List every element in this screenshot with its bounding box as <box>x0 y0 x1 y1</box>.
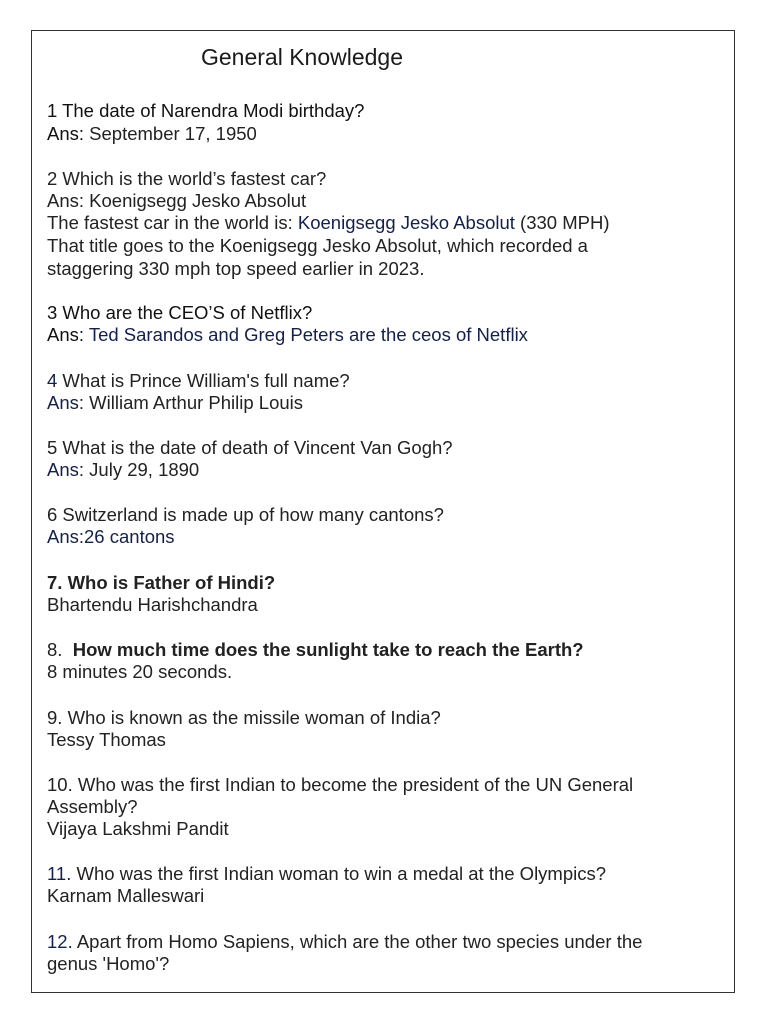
question-text: Apart from Homo Sapiens, which are the other two species under the <box>72 931 643 952</box>
answer-6: Ans:26 cantons <box>47 526 175 547</box>
question-text: Who was the first Indian woman to win a medal at the Olympics? <box>71 863 607 884</box>
answer-3 <box>47 324 528 346</box>
answer-8: 8 minutes 20 seconds. <box>47 661 233 682</box>
answer-2: Ans: Koenigsegg Jesko Absolut <box>47 190 307 211</box>
question-7: 7. Who is Father of Hindi? <box>47 572 276 593</box>
question-2: 2 Which is the world’s fastest car? <box>47 168 327 189</box>
answer-9: Tessy Thomas <box>47 729 166 750</box>
answer-value: : July 29, 1890 <box>78 459 200 480</box>
answer-11: Karnam Malleswari <box>47 885 205 906</box>
question-3: 3 Who are the CEO’S of Netflix? <box>47 302 313 323</box>
answer-2-explanation-line-1: That title goes to the Koenigsegg Jesko Absolut, which recorded a <box>47 235 588 256</box>
question-6: 6 Switzerland is made up of how many cantons? <box>47 504 444 525</box>
answer-value: September 17, 1950 <box>84 123 257 144</box>
answer-2-detail <box>47 212 609 234</box>
answer-4 <box>47 392 303 414</box>
answer-7: Bhartendu Harishchandra <box>47 594 258 615</box>
question-number: 8. <box>47 639 63 660</box>
question-1: 1 The date of Narendra Modi birthday? <box>47 100 365 121</box>
answer-label: Ans: <box>47 123 85 144</box>
question-10-line-1: 10. Who was the first Indian to become the president of the UN General <box>47 774 634 795</box>
answer-label: Ans: <box>47 324 89 345</box>
answer-value: : William Arthur Philip Louis <box>78 392 304 413</box>
page-title: General Knowledge <box>200 44 404 70</box>
question-9: 9. Who is known as the missile woman of India? <box>47 707 441 728</box>
question-number: 11. <box>47 863 72 884</box>
detail-prefix: The fastest car in the world is: <box>47 212 298 233</box>
question-text: How much time does the sunlight take to reach the Earth? <box>72 639 584 660</box>
detail-highlight: Koenigsegg Jesko Absolut <box>297 212 515 233</box>
question-4 <box>47 370 350 392</box>
question-5: 5 What is the date of death of Vincent Van Gogh? <box>47 437 453 458</box>
answer-2-explanation-line-2: staggering 330 mph top speed earlier in 2023. <box>47 258 425 279</box>
answer-label: Ans <box>47 459 79 480</box>
answer-label: Ans <box>47 392 79 413</box>
question-number: 4 <box>47 370 58 391</box>
answer-10: Vijaya Lakshmi Pandit <box>47 818 229 839</box>
question-12-line-1 <box>47 931 642 953</box>
question-11 <box>47 863 606 885</box>
question-10-line-2: Assembly? <box>47 796 138 817</box>
question-8 <box>47 639 584 661</box>
answer-5 <box>47 459 199 481</box>
question-12-line-2: genus 'Homo'? <box>47 953 170 974</box>
answer-value: Ted Sarandos and Greg Peters are the ceos of Netflix <box>88 324 528 345</box>
question-text: What is Prince William's full name? <box>57 370 350 391</box>
detail-suffix: (330 MPH) <box>514 212 610 233</box>
answer-1 <box>47 123 257 145</box>
question-number: 12. <box>47 931 73 952</box>
